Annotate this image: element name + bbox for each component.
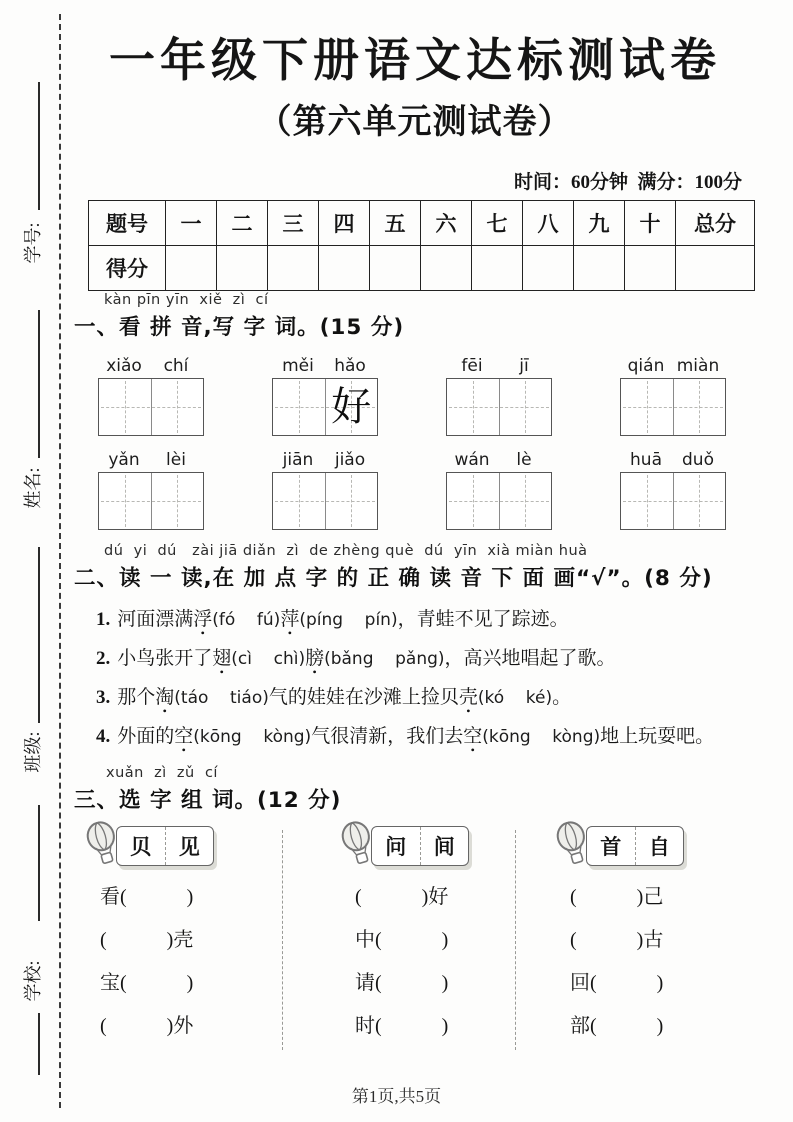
pinyin-choice: (kōng kòng) xyxy=(482,727,601,747)
pinyin-syllable: lèi xyxy=(166,450,186,470)
pinyin-syllable: jī xyxy=(519,356,529,376)
score-table-header-cell: 三 xyxy=(268,201,319,246)
sentence-number: 2. xyxy=(96,648,111,669)
writing-cell xyxy=(673,379,726,435)
pinyin-pair xyxy=(98,356,202,376)
score-table-header-cell: 四 xyxy=(319,201,370,246)
writing-cell xyxy=(151,473,204,529)
pinyin-choice: (kōng kòng) xyxy=(193,727,312,747)
sentence-line xyxy=(96,723,756,751)
sentence-text: ，青蛙不见了踪迹。 xyxy=(397,609,569,630)
dotted-character: 萍 xyxy=(280,609,300,630)
score-cell xyxy=(523,246,574,291)
pinyin-choice: (bǎng pǎng) xyxy=(324,649,445,669)
score-cell xyxy=(421,246,472,291)
pinyin-syllable: lè xyxy=(516,450,532,470)
score-cell xyxy=(217,246,268,291)
sentence-line xyxy=(96,684,756,712)
section3-title: 三、选 字 组 词。(12 分) xyxy=(74,788,342,813)
choice-character: 首 xyxy=(600,835,622,859)
dotted-character: 膀 xyxy=(305,648,325,669)
section1-pinyin: kàn pīn yīn xiě zì cí xyxy=(104,292,269,308)
section3-pinyin: xuǎn zì zǔ cí xyxy=(106,765,218,781)
pinyin-pair xyxy=(272,450,376,470)
word-blank-item: ( )壳 xyxy=(100,929,194,951)
pinyin-write-group xyxy=(272,450,376,530)
word-blank-item: ( )好 xyxy=(355,886,449,908)
score-cell xyxy=(472,246,523,291)
pinyin-syllable: wán xyxy=(454,450,490,470)
word-blank-item: ( )古 xyxy=(570,929,664,951)
word-blank-item: ( )己 xyxy=(570,886,664,908)
word-blank-item: 时( ) xyxy=(355,1015,449,1037)
dotted-character: 壳 xyxy=(458,687,478,708)
pinyin-pair xyxy=(98,450,202,470)
pinyin-pair xyxy=(272,356,376,376)
sentence-line xyxy=(96,606,756,634)
sentence-text: 河面漂满 xyxy=(117,609,194,630)
writing-cell xyxy=(273,379,325,435)
word-item-column xyxy=(100,884,300,1056)
pinyin-syllable: jiǎo xyxy=(334,450,366,470)
sentence-number: 1. xyxy=(96,609,111,630)
choice-character: 贝 xyxy=(130,835,152,859)
word-blank-item: ( )外 xyxy=(100,1015,194,1037)
pinyin-choice: (táo tiáo) xyxy=(174,688,269,708)
sentence-number: 3. xyxy=(96,687,111,708)
sentence-text: 气的娃娃在沙滩上捡贝 xyxy=(268,687,459,708)
writing-cell xyxy=(621,473,673,529)
pinyin-syllable: duǒ xyxy=(682,450,714,470)
score-table-score-row xyxy=(89,246,755,291)
balloon-icon xyxy=(550,817,595,871)
score-cell xyxy=(574,246,625,291)
score-cell xyxy=(625,246,676,291)
writing-cell xyxy=(325,473,378,529)
writing-box xyxy=(620,472,726,530)
word-blank-item: 看( ) xyxy=(100,886,194,908)
score-table-corner-cell: 题号 xyxy=(89,201,166,246)
choice-tag xyxy=(570,826,684,866)
sample-character: 好 xyxy=(331,384,372,429)
pinyin-syllable: fēi xyxy=(461,356,483,376)
student-name-label: 姓名: xyxy=(23,467,43,509)
sentence-line xyxy=(96,645,756,673)
section1-heading xyxy=(74,292,404,341)
pinyin-syllable: měi xyxy=(282,356,314,376)
score-table-header-row xyxy=(89,201,755,246)
school-label: 学校: xyxy=(23,960,43,1002)
section2-pinyin: dú yi dú zài jiā diǎn zì de zhèng què dú yīn xià miàn huà xyxy=(104,543,588,559)
choice-tag-box xyxy=(116,826,214,866)
pinyin-pair xyxy=(620,356,724,376)
dotted-character: 空 xyxy=(463,726,483,747)
section2-sentences xyxy=(96,606,756,762)
balloon-icon xyxy=(80,817,125,871)
writing-box xyxy=(98,472,204,530)
footer-page-number: 第1页,共5页 xyxy=(351,1087,442,1106)
pinyin-write-group xyxy=(272,356,376,436)
pinyin-pair xyxy=(446,356,550,376)
writing-box xyxy=(272,472,378,530)
score-table-header-cell: 九 xyxy=(574,201,625,246)
pinyin-choice: (fó fú) xyxy=(212,610,281,630)
score-cell xyxy=(370,246,421,291)
pinyin-syllable: miàn xyxy=(676,356,720,376)
writing-box xyxy=(446,378,552,436)
score-table-header-cell: 十 xyxy=(625,201,676,246)
word-blank-item: 中( ) xyxy=(355,929,449,951)
fill-in-line xyxy=(38,82,40,210)
sentence-text: ，高兴地唱起了歌。 xyxy=(444,648,616,669)
pinyin-write-group xyxy=(446,356,550,436)
pinyin-grid-row xyxy=(98,356,724,436)
pinyin-syllable: hǎo xyxy=(334,356,366,376)
student-number-label: 学号: xyxy=(23,222,43,264)
writing-box xyxy=(272,378,378,436)
choice-tag xyxy=(100,826,214,866)
writing-cell xyxy=(447,473,499,529)
pinyin-syllable: xiǎo xyxy=(106,356,142,376)
writing-cell xyxy=(499,473,552,529)
pinyin-syllable: jiān xyxy=(282,450,314,470)
pinyin-choice: (cì chì) xyxy=(231,649,306,669)
choice-character: 问 xyxy=(385,835,407,859)
word-blank-item: 部( ) xyxy=(570,1015,664,1037)
fill-in-line xyxy=(38,805,40,921)
sentence-text: 小鸟张开了 xyxy=(117,648,213,669)
section3-heading xyxy=(74,765,342,814)
sentence-number: 4. xyxy=(96,726,111,747)
pinyin-syllable: yǎn xyxy=(108,450,140,470)
fill-in-line xyxy=(38,1013,40,1075)
exam-time-score-info: 时间：60分钟 满分：100分 xyxy=(513,172,742,193)
section1-title: 一、看 拼 音,写 字 词。(15 分) xyxy=(74,315,405,340)
writing-cell xyxy=(99,473,151,529)
sentence-text: 地上玩耍吧。 xyxy=(600,726,715,747)
score-cell xyxy=(268,246,319,291)
fill-in-line xyxy=(38,547,40,723)
pinyin-pair xyxy=(620,450,724,470)
pinyin-pair xyxy=(446,450,550,470)
word-item-column xyxy=(570,884,770,1056)
fill-in-line xyxy=(38,310,40,458)
seal-dashed-line xyxy=(59,14,61,1108)
score-table-header-cell: 七 xyxy=(472,201,523,246)
word-blank-item: 回( ) xyxy=(570,972,664,994)
class-label: 班级: xyxy=(23,731,43,773)
pinyin-choice: (píng pín) xyxy=(299,610,398,630)
score-cell xyxy=(166,246,217,291)
dotted-character: 翅 xyxy=(212,648,232,669)
dotted-character: 空 xyxy=(174,726,194,747)
score-table-header-cell: 二 xyxy=(217,201,268,246)
writing-cell xyxy=(447,379,499,435)
writing-cell xyxy=(621,379,673,435)
pinyin-write-group xyxy=(620,450,724,530)
pinyin-syllable: chí xyxy=(163,356,189,376)
writing-cell xyxy=(99,379,151,435)
word-item-column xyxy=(355,884,555,1056)
writing-cell xyxy=(673,473,726,529)
sentence-text: 那个 xyxy=(117,687,156,708)
section2-title: 二、读 一 读,在 加 点 字 的 正 确 读 音 下 面 画“√”。(8 分) xyxy=(74,566,713,591)
choice-tag xyxy=(355,826,469,866)
word-blank-item: 宝( ) xyxy=(100,972,194,994)
word-blank-item: 请( ) xyxy=(355,972,449,994)
choice-character: 见 xyxy=(165,827,214,865)
pinyin-syllable: huā xyxy=(630,450,662,470)
section2-heading xyxy=(74,543,713,592)
choice-tag-box xyxy=(586,826,684,866)
score-table-header-cell: 五 xyxy=(370,201,421,246)
sentence-text: 外面的 xyxy=(117,726,175,747)
pinyin-write-group xyxy=(620,356,724,436)
pinyin-write-group xyxy=(446,450,550,530)
choice-tag-box xyxy=(371,826,469,866)
writing-box xyxy=(446,472,552,530)
sentence-text: 。 xyxy=(552,687,572,708)
sentence-text: 气很清新，我们去 xyxy=(311,726,464,747)
pinyin-syllable: qián xyxy=(627,356,665,376)
score-table-header-cell: 一 xyxy=(166,201,217,246)
page-title: 一年级下册语文达标测试卷 xyxy=(109,35,721,86)
balloon-icon xyxy=(335,817,380,871)
score-table-header-cell: 八 xyxy=(523,201,574,246)
pinyin-choice: (kó ké) xyxy=(477,688,553,708)
page-subtitle: （第六单元测试卷） xyxy=(257,104,573,141)
score-table xyxy=(88,200,755,291)
writing-cell xyxy=(273,473,325,529)
choice-character: 自 xyxy=(635,827,684,865)
dotted-character: 浮 xyxy=(193,609,213,630)
dotted-character: 淘 xyxy=(155,687,175,708)
choice-character: 间 xyxy=(420,827,469,865)
score-cell xyxy=(319,246,370,291)
score-table-header-cell: 总分 xyxy=(676,201,755,246)
pinyin-write-group xyxy=(98,356,202,436)
score-table-header-cell: 六 xyxy=(421,201,472,246)
score-row-label: 得分 xyxy=(89,246,166,291)
score-cell xyxy=(676,246,755,291)
pinyin-write-group xyxy=(98,450,202,530)
writing-box xyxy=(98,378,204,436)
writing-box xyxy=(620,378,726,436)
writing-cell xyxy=(325,379,378,435)
pinyin-grid-row xyxy=(98,450,724,530)
writing-cell xyxy=(499,379,552,435)
writing-cell xyxy=(151,379,204,435)
